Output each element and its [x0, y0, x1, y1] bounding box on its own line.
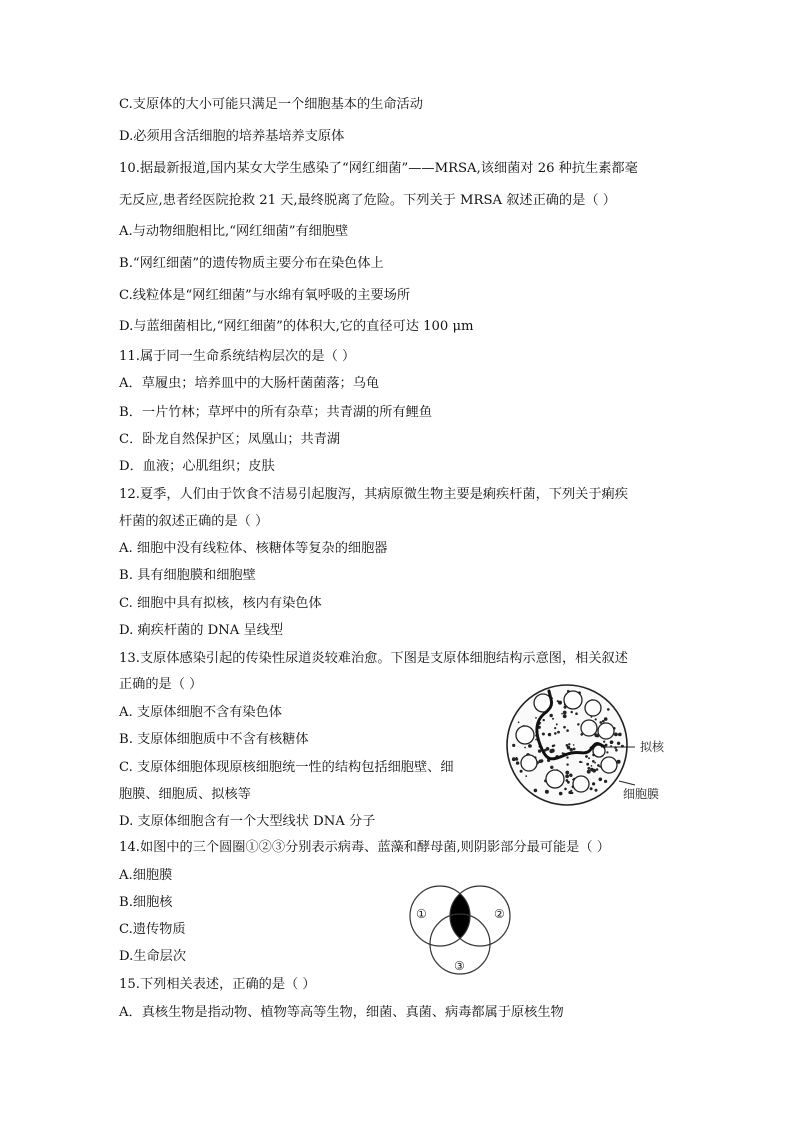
circle-label-1: ① [416, 907, 427, 921]
label-membrane: 细胞膜 [623, 787, 660, 801]
text-line: A.细胞膜 [119, 868, 173, 883]
text-line: 10.据最新报道,国内某女大学生感染了“网红细菌”——MRSA,该细菌对 26 种抗生素都毫 [119, 161, 638, 176]
text-line: 杆菌的叙述正确的是（ ） [119, 514, 269, 529]
text-line: B.“网红细菌”的遗传物质主要分布在染色体上 [119, 256, 384, 271]
circle-label-3: ③ [454, 959, 465, 973]
text-line: B. 支原体细胞质中不含有核糖体 [119, 732, 309, 747]
text-line: C.遗传物质 [119, 922, 186, 937]
text-line: D. 支原体细胞含有一个大型线状 DNA 分子 [119, 814, 376, 829]
text-line: 胞膜、细胞质、拟核等 [119, 787, 251, 802]
text-line: C. 支原体细胞体现原核细胞统一性的结构包括细胞壁、细 [119, 760, 454, 775]
text-line: B.细胞核 [119, 895, 173, 910]
mycoplasma-cell-figure [505, 683, 690, 808]
circle-label-2: ② [494, 907, 505, 921]
membrane-pointer-line [619, 781, 635, 785]
text-line: 正确的是（ ） [119, 677, 203, 692]
text-line: 14.如图中的三个圆圈①②③分别表示病毒、蓝藻和酵母菌,则阴影部分最可能是（ ） [119, 840, 610, 855]
text-line: A. 支原体细胞不含有染色体 [119, 705, 282, 720]
text-line: B．一片竹林；草坪中的所有杂草；共青湖的所有鲤鱼 [119, 405, 433, 420]
text-line: D．血液；心肌组织；皮肤 [119, 459, 275, 474]
venn-diagram-figure [404, 884, 524, 979]
text-line: A．草履虫；培养皿中的大肠杆菌菌落；乌龟 [119, 376, 380, 391]
text-line: 无反应,患者经医院抢救 21 天,最终脱离了危险。下列关于 MRSA 叙述正确的是（ ） [119, 193, 616, 208]
text-line: D.生命层次 [119, 949, 187, 964]
text-line: D. 痢疾杆菌的 DNA 呈线型 [119, 623, 284, 638]
text-line: 15.下列相关表述，正确的是（ ） [119, 977, 316, 992]
text-line: A.与动物细胞相比,“网红细菌”有细胞壁 [119, 224, 349, 239]
text-line: 13.支原体感染引起的传染性尿道炎较难治愈。下图是支原体细胞结构示意图，相关叙述 [119, 651, 628, 666]
text-line: C. 细胞中具有拟核，核内有染色体 [119, 596, 322, 611]
text-line: A. 细胞中没有线粒体、核糖体等复杂的细胞器 [119, 541, 388, 556]
label-nucleoid: 拟核 [640, 740, 665, 754]
text-line: C.支原体的大小可能只满足一个细胞基本的生命活动 [119, 97, 423, 112]
text-line: 12.夏季，人们由于饮食不洁易引起腹泻，其病原微生物主要是痢疾杆菌，下列关于痢疾 [119, 487, 628, 502]
text-line: C．卧龙自然保护区；凤凰山；共青湖 [119, 432, 341, 447]
text-line: A．真核生物是指动物、植物等高等生物，细菌、真菌、病毒都属于原核生物 [119, 1005, 564, 1020]
text-line: D.必须用含活细胞的培养基培养支原体 [119, 129, 345, 144]
text-line: D.与蓝细菌相比,“网红细菌”的体积大,它的直径可达 100 μm [119, 319, 474, 334]
text-line: B. 具有细胞膜和细胞壁 [119, 568, 256, 583]
text-line: C.线粒体是“网红细菌”与水绵有氧呼吸的主要场所 [119, 288, 411, 303]
text-line: 11.属于同一生命系统结构层次的是（ ） [119, 349, 356, 364]
